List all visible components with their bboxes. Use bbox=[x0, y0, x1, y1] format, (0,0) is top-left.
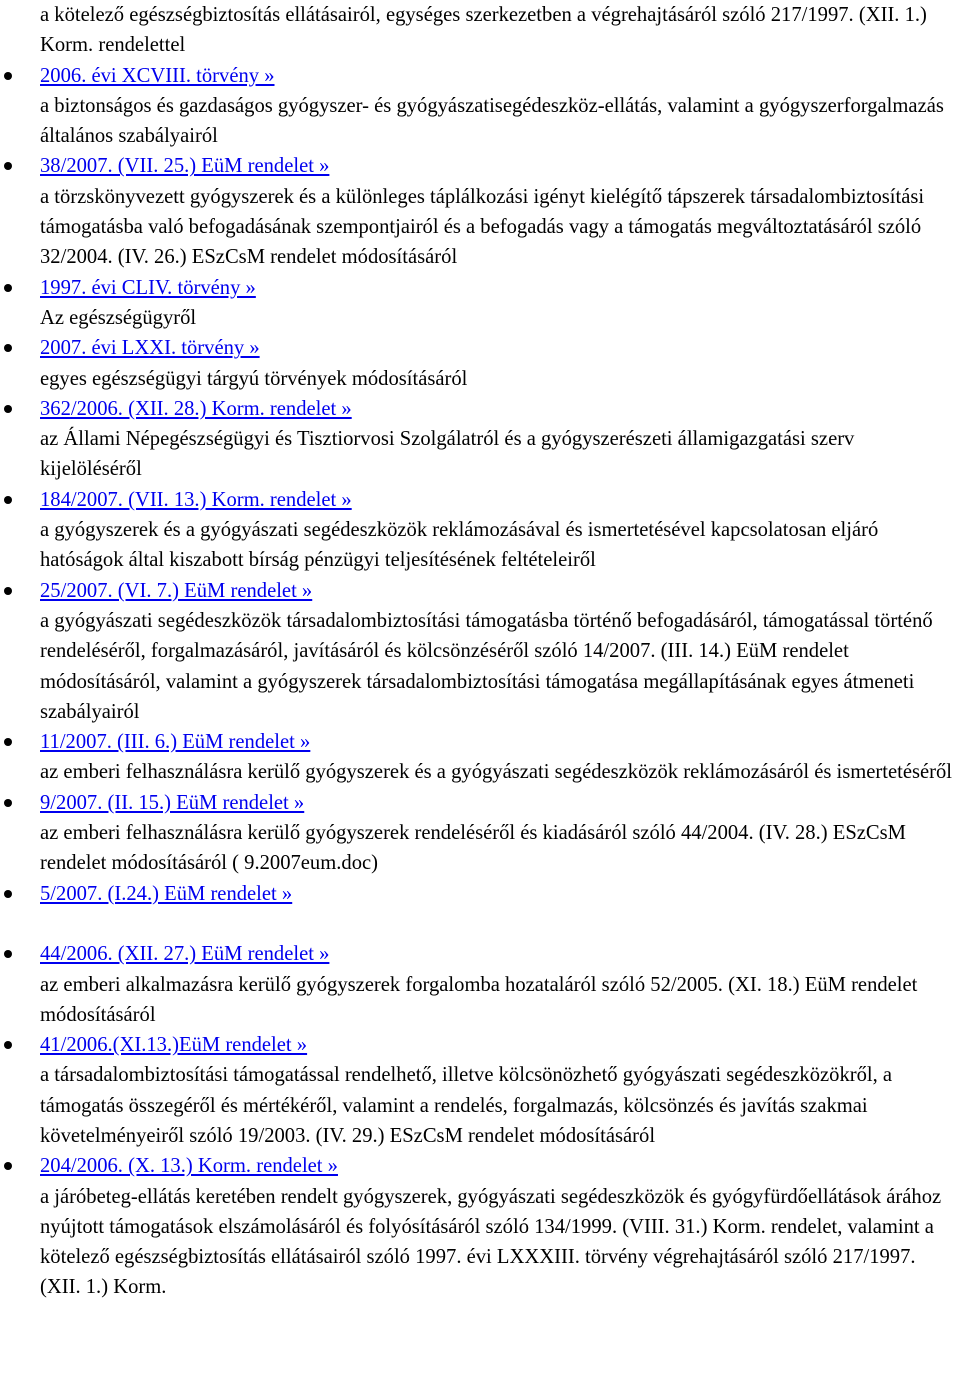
law-description: a gyógyászati segédeszközök társadalombiztosítási támogatásba történő befogadásáról, támogatással történő rendeléséről, forgalmazásáról, javításáról és kölcsönzéséről szóló 14/2007. (III. 14.) EüM rendelet módosításáról, valamint a gyógyszerek társadalombiztosítási támogatása megállapításának egyes átmeneti szabályairól bbox=[40, 609, 933, 723]
continued-paragraph: a kötelező egészségbiztosítás ellátásairól, egységes szerkezetben a végrehajtásáról szóló 217/1997. (XII. 1.) Korm. rendelettel bbox=[40, 4, 927, 57]
list-item bbox=[0, 939, 960, 1030]
list-item bbox=[0, 273, 960, 334]
bullet-icon bbox=[4, 72, 12, 80]
law-link[interactable]: 2006. évi XCVIII. törvény » bbox=[40, 64, 275, 87]
law-description: az emberi alkalmazásra kerülő gyógyszerek forgalomba hozataláról szóló 52/2005. (XI. 18.) EüM rendelet módosításáról bbox=[40, 973, 918, 1026]
law-link[interactable]: 25/2007. (VI. 7.) EüM rendelet » bbox=[40, 579, 313, 602]
list-item bbox=[0, 61, 960, 152]
law-link[interactable]: 2007. évi LXXI. törvény » bbox=[40, 337, 260, 360]
list-item bbox=[0, 151, 960, 272]
law-link[interactable]: 38/2007. (VII. 25.) EüM rendelet » bbox=[40, 155, 330, 178]
bullet-icon bbox=[4, 344, 12, 352]
law-link[interactable]: 41/2006.(XI.13.)EüM rendelet » bbox=[40, 1034, 308, 1057]
list-item bbox=[0, 788, 960, 879]
bullet-icon bbox=[4, 1041, 12, 1049]
list-item bbox=[0, 333, 960, 394]
list-item bbox=[0, 727, 960, 788]
law-link[interactable]: 1997. évi CLIV. törvény » bbox=[40, 276, 256, 299]
law-link[interactable]: 184/2007. (VII. 13.) Korm. rendelet » bbox=[40, 488, 352, 511]
law-description: az Állami Népegészségügyi és Tisztiorvosi Szolgálatról és a gyógyszerészeti államigazgatási szerv kijelöléséről bbox=[40, 428, 855, 481]
law-description: az emberi felhasználásra kerülő gyógyszerek és a gyógyászati segédeszközök reklámozásáról és ismertetéséről bbox=[40, 761, 953, 784]
list-item bbox=[0, 394, 960, 485]
law-description: Az egészségügyről bbox=[40, 306, 197, 329]
bullet-icon bbox=[4, 1162, 12, 1170]
bullet-icon bbox=[4, 738, 12, 746]
bullet-icon bbox=[4, 284, 12, 292]
list-item bbox=[0, 1151, 960, 1302]
legislation-list bbox=[0, 61, 960, 1303]
law-description: a járóbeteg-ellátás keretében rendelt gyógyszerek, gyógyászati segédeszközök és gyógyfürdőellátások árához nyújtott támogatások elszámolásáról és folyósításáról szóló 134/1999. (VIII. 31.) Korm. rendelet, valamint a kötelező egészségbiztosítás ellátásairól szóló 1997. évi LXXXIII. törvény végrehajtásáról szóló 217/1997. (XII. 1.) Korm. bbox=[40, 1185, 942, 1299]
bullet-icon bbox=[4, 799, 12, 807]
law-link[interactable]: 11/2007. (III. 6.) EüM rendelet » bbox=[40, 731, 311, 754]
bullet-icon bbox=[4, 162, 12, 170]
law-link[interactable]: 204/2006. (X. 13.) Korm. rendelet » bbox=[40, 1155, 338, 1178]
list-item bbox=[0, 485, 960, 576]
bullet-icon bbox=[4, 496, 12, 504]
law-link[interactable]: 9/2007. (II. 15.) EüM rendelet » bbox=[40, 791, 305, 814]
law-description: a törzskönyvezett gyógyszerek és a különleges táplálkozási igényt kielégítő tápszerek társadalombiztosítási támogatásba való befogadásának szempontjairól és a befogadás vagy a támogatás megváltoztatásáról szóló 32/2004. (IV. 26.) ESzCsM rendelet módosításáról bbox=[40, 185, 925, 269]
list-item bbox=[0, 576, 960, 727]
list-item bbox=[0, 879, 960, 909]
law-description: a társadalombiztosítási támogatással rendelhető, illetve kölcsönözhető gyógyászati segédeszközökről, a támogatás összegéről és mértékéről, valamint a rendelés, forgalmazás, kölcsönzés és javítás szakmai követelményeiről szóló 19/2003. (IV. 29.) ESzCsM rendelet módosításáról bbox=[40, 1064, 893, 1147]
bullet-icon bbox=[4, 890, 12, 898]
law-link[interactable]: 5/2007. (I.24.) EüM rendelet » bbox=[40, 882, 293, 905]
bullet-icon bbox=[4, 950, 12, 958]
law-description: a biztonságos és gazdaságos gyógyszer- és gyógyászatisegédeszköz-ellátás, valamint a gyógyszerforgalmazás általános szabályairól bbox=[40, 94, 944, 148]
law-description: a gyógyszerek és a gyógyászati segédeszközök reklámozásával és ismertetésével kapcsolatosan eljáró hatóságok által kiszabott bírság pénzügyi teljesítésének feltételeiről bbox=[40, 519, 879, 572]
bullet-icon bbox=[4, 405, 12, 413]
bullet-icon bbox=[4, 587, 12, 595]
law-description: az emberi felhasználásra kerülő gyógyszerek rendeléséről és kiadásáról szóló 44/2004. (IV. 28.) ESzCsM rendelet módosításáról ( 9.2007eum.doc) bbox=[40, 822, 906, 875]
law-link[interactable]: 362/2006. (XII. 28.) Korm. rendelet » bbox=[40, 397, 352, 420]
list-item bbox=[0, 1030, 960, 1151]
law-link[interactable]: 44/2006. (XII. 27.) EüM rendelet » bbox=[40, 943, 330, 966]
law-description: egyes egészségügyi tárgyú törvények módosításáról bbox=[40, 367, 468, 390]
